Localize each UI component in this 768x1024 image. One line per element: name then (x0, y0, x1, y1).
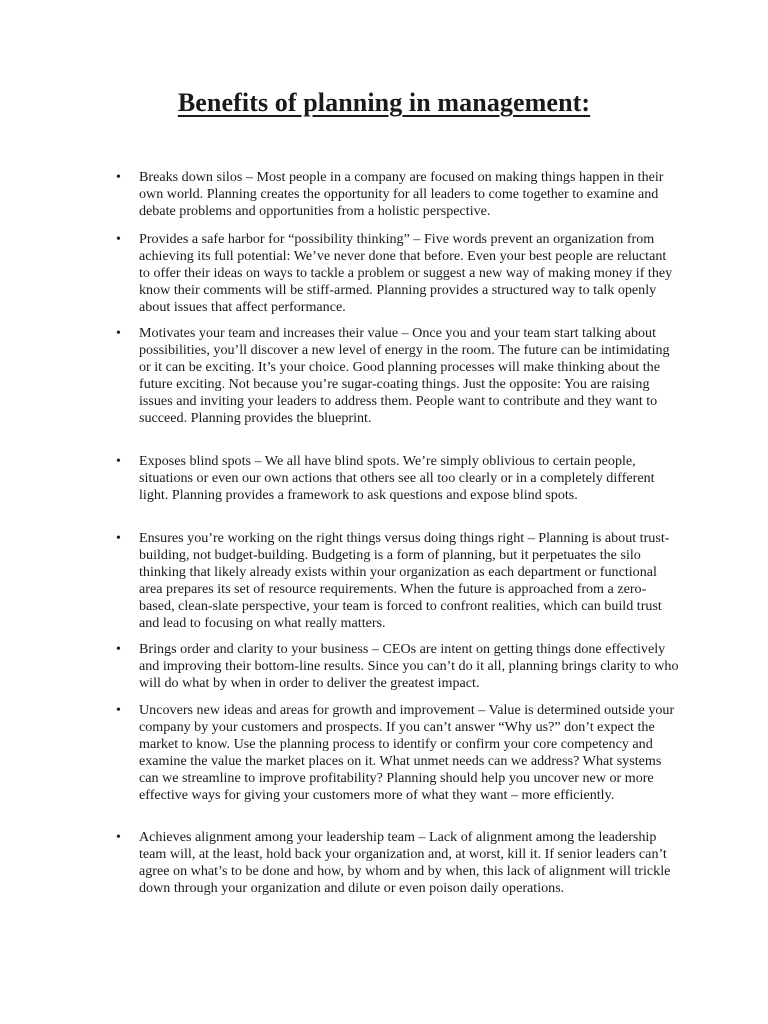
list-item-text: Achieves alignment among your leadership team – Lack of alignment among the leadership team will, at the least, hold back your organization and, at worst, kill it. If senior leaders can’t agree on what’s to be done and how, by whom and by when, this lack of alignment will trickle down through your organization and dilute or even poison daily operations. (139, 829, 671, 896)
bullet-icon: • (116, 703, 121, 718)
list-item-text: Exposes blind spots – We all have blind spots. We’re simply oblivious to certain people, situations or even our own actions that others see all too clearly or in a completely different light. Planning provides a framework to ask questions and expose blind spots. (139, 453, 655, 503)
list-item-text: Provides a safe harbor for “possibility thinking” – Five words prevent an organization from achieving its full potential: We’ve never done that before. Even your best people are reluctant to offer their ideas on ways to tackle a problem or suggest a new way of making money if they know their comments will be stiff-armed. Planning provides a structured way to talk openly about issues that affect performance. (139, 231, 673, 315)
bullet-icon: • (116, 830, 121, 845)
bullet-icon: • (116, 531, 121, 546)
bullet-icon: • (116, 170, 121, 185)
list-item-text: Brings order and clarity to your business – CEOs are intent on getting things done effectively and improving their bottom-line results. Since you can’t do it all, planning brings clarity to who will do what by when in order to deliver the greatest impact. (139, 641, 679, 691)
list-item-text: Ensures you’re working on the right things versus doing things right – Planning is about trust-building, not budget-building. Budgeting is a form of planning, but it perpetuates the silo thinking that likely already exists within your organization as each department or functional area prepares its set of resource requirements. When the future is approached from a zero-based, clean-slate perspective, your team is forced to confront realities, which can build trust and lead to focusing on what really matters. (139, 530, 670, 631)
bullet-icon: • (116, 642, 121, 657)
bullet-icon: • (116, 326, 121, 341)
page-title: Benefits of planning in management: (177, 88, 591, 117)
bullet-icon: • (116, 454, 121, 469)
list-item-text: Motivates your team and increases their value – Once you and your team start talking about possibilities, you’ll discover a new level of energy in the room. The future can be intimidating or it can be exciting. It’s your choice. Good planning processes will make thinking about the future exciting. Not because you’re sugar-coating things. Just the opposite: You are raising issues and inviting your leaders to address them. People want to contribute and they want to succeed. Planning provides the blueprint. (139, 325, 670, 426)
list-item-text: Uncovers new ideas and areas for growth and improvement – Value is determined outside your company by your customers and prospects. If you can’t answer “Why us?” don’t expect the market to know. Use the planning process to identify or confirm your core competency and examine the value the market places on it. What unmet needs can we address? What systems can we streamline to improve profitability? Planning should help you uncover new or more effective ways for giving your customers more of what they want – more efficiently. (139, 702, 675, 803)
list-item-text: Breaks down silos – Most people in a company are focused on making things happen in their own world. Planning creates the opportunity for all leaders to come together to examine and debate problems and opportunities from a holistic perspective. (139, 169, 664, 219)
bullet-icon: • (116, 232, 121, 247)
